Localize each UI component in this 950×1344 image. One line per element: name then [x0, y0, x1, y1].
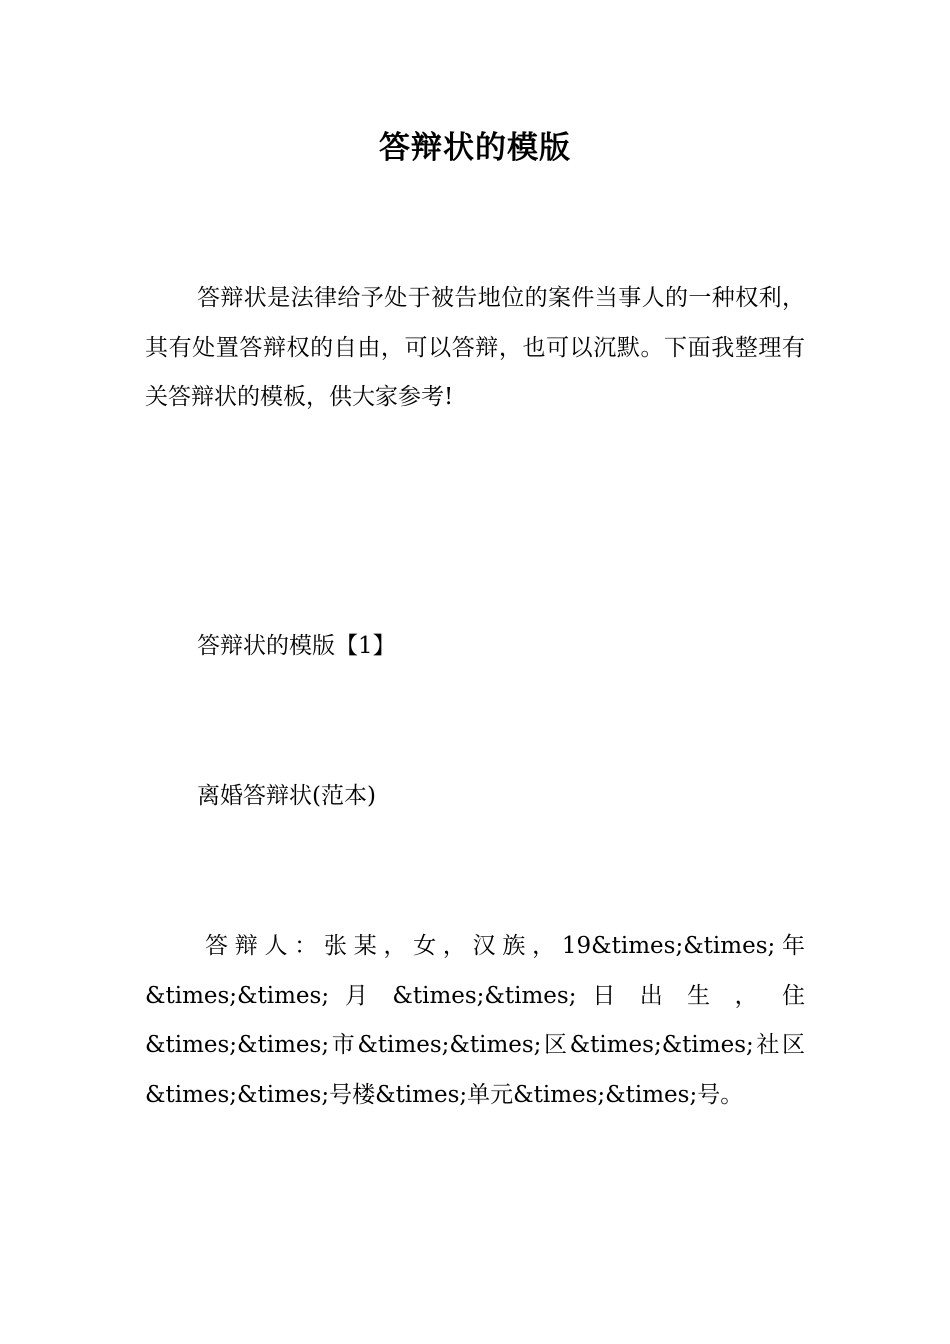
section-subheading: 离婚答辩状(范本) [197, 783, 376, 809]
section-heading: 答辩状的模版【1】 [197, 633, 396, 659]
respondent-line: &times;&times;号楼&times;单元&times;&times;号。 [145, 1081, 744, 1108]
respondent-line: &times;&times; 月 &times;&times; 日 出 生 ， 住 [145, 982, 805, 1009]
intro-paragraph: 答辩状是法律给予处于被告地位的案件当事人的一种权利，其有处置答辩权的自由，可以答辩，也可以沉默。下面我整理有关答辩状的模板，供大家参考! [145, 285, 805, 410]
document-title: 答辩状的模版 [379, 130, 571, 166]
respondent-line: 答辩人：张某，女，汉族，19&times;&times;年 [205, 933, 805, 959]
respondent-paragraph [145, 922, 805, 1120]
respondent-line: &times;&times;市&times;&times;区&times;&times;社区 [145, 1032, 805, 1058]
